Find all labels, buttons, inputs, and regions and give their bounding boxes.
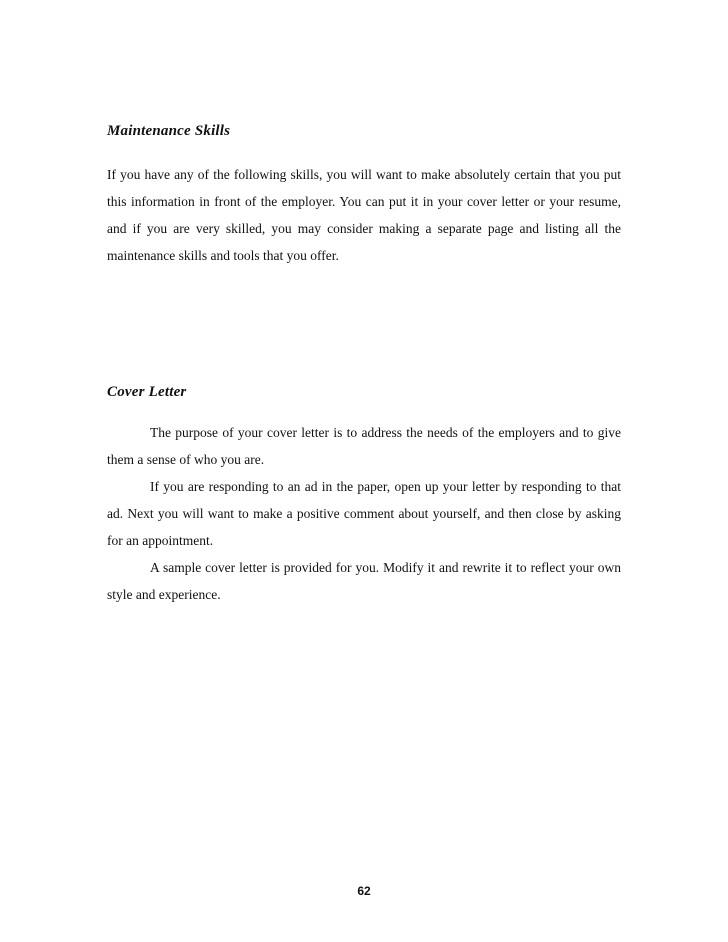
cover-letter-heading: Cover Letter xyxy=(107,384,187,400)
cover-letter-body xyxy=(107,419,621,608)
cover-letter-paragraph-purpose: The purpose of your cover letter is to address the needs of the employers and to give them a sense of who you are. xyxy=(107,425,621,467)
page-number: 62 xyxy=(357,884,371,898)
cover-letter-paragraph-responding: If you are responding to an ad in the paper, open up your letter by responding to that ad. Next you will want to make a positive comment about yourself, and then close by asking for an appointment. xyxy=(107,479,621,548)
cover-letter-paragraph-sample: A sample cover letter is provided for you. Modify it and rewrite it to reflect your own style and experience. xyxy=(107,560,621,602)
maintenance-skills-paragraph: If you have any of the following skills, you will want to make absolutely certain that you put this information in front of the employer. You can put it in your cover letter or your resume, and if you are very skilled, you may consider making a separate page and listing all the maintenance skills and tools that you offer. xyxy=(107,167,621,263)
maintenance-skills-heading: Maintenance Skills xyxy=(107,123,231,139)
